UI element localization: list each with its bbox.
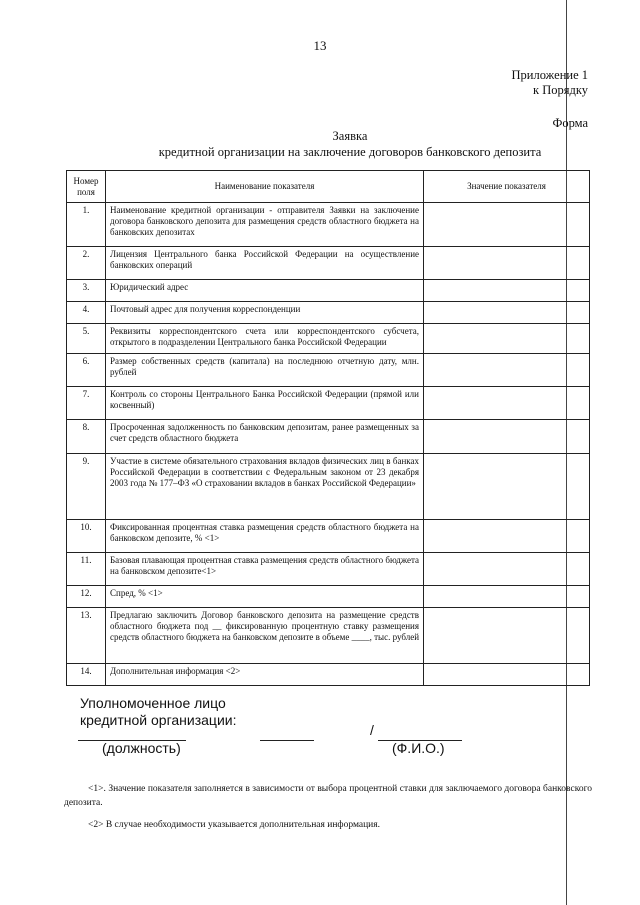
row-indicator-name: Предлагаю заключить Договор банковского депозита на размещение средств областного бюджета под __ фиксированную процентную ставку размещения средств областного бюджета на банковском депозите в объеме ____, тыс. рублей (106, 608, 424, 664)
signature-line[interactable] (260, 740, 314, 741)
table-row (67, 553, 590, 586)
row-value-cell[interactable] (424, 420, 590, 454)
table-row (67, 454, 590, 520)
table-row (67, 387, 590, 420)
footnote-2: <2> В случае необходимости указывается дополнительная информация. (88, 820, 381, 830)
row-value-cell[interactable] (424, 520, 590, 553)
row-number: 1. (67, 203, 106, 247)
table-row (67, 664, 590, 686)
title-line-2: кредитной организации на заключение договоров банковского депозита (158, 145, 542, 159)
table-row (67, 247, 590, 280)
row-value-cell[interactable] (424, 586, 590, 608)
row-indicator-name: Спред, % <1> (106, 586, 424, 608)
table-row (67, 203, 590, 247)
header-indicator-name: Наименование показателя (106, 171, 424, 203)
authorized-person-line-2: кредитной организации: (80, 712, 237, 728)
row-number: 12. (67, 586, 106, 608)
row-number: 13. (67, 608, 106, 664)
position-caption: (должность) (102, 740, 181, 756)
table-row (67, 420, 590, 454)
row-indicator-name: Дополнительная информация <2> (106, 664, 424, 686)
row-value-cell[interactable] (424, 553, 590, 586)
table-row (67, 354, 590, 387)
page-number: 13 (313, 38, 327, 53)
form-label: Форма (552, 116, 588, 130)
table-row (67, 520, 590, 553)
row-value-cell[interactable] (424, 608, 590, 664)
table-row (67, 608, 590, 664)
appendix-reference (512, 68, 588, 98)
appendix-line-1: Приложение 1 (511, 68, 588, 82)
row-indicator-name: Участие в системе обязательного страхования вкладов физических лиц в банках Российской Федерации в соответствии с Федеральным законом от 23 декабря 2003 года № 177–ФЗ «О страховании вкладов в банках Российской Федерации» (106, 454, 424, 520)
document-title (0, 128, 640, 160)
table-row (67, 586, 590, 608)
row-value-cell[interactable] (424, 302, 590, 324)
row-number: 7. (67, 387, 106, 420)
row-number: 10. (67, 520, 106, 553)
row-indicator-name: Почтовый адрес для получения корреспонденции (106, 302, 424, 324)
title-line-1: Заявка (332, 129, 368, 143)
row-indicator-name: Фиксированная процентная ставка размещения средств областного бюджета на банковском депозите, % <1> (106, 520, 424, 553)
header-indicator-value: Значение показателя (424, 171, 590, 203)
row-number: 11. (67, 553, 106, 586)
row-value-cell[interactable] (424, 203, 590, 247)
application-table (66, 170, 590, 686)
row-number: 14. (67, 664, 106, 686)
table-header-row (67, 171, 590, 203)
row-number: 5. (67, 324, 106, 354)
row-value-cell[interactable] (424, 280, 590, 302)
footnote-1: <1>. Значение показателя заполняется в зависимости от выбора процентной ставки для заключаемого договора банковского депозита. (64, 784, 592, 808)
row-indicator-name: Реквизиты корреспондентского счета или корреспондентского субсчета, открытого в подразделении Центрального банка Российской Федерации (106, 324, 424, 354)
row-number: 2. (67, 247, 106, 280)
row-indicator-name: Юридический адрес (106, 280, 424, 302)
appendix-line-2: к Порядку (533, 83, 588, 97)
row-value-cell[interactable] (424, 387, 590, 420)
row-indicator-name: Размер собственных средств (капитала) на последнюю отчетную дату, млн. рублей (106, 354, 424, 387)
row-value-cell[interactable] (424, 454, 590, 520)
row-indicator-name: Контроль со стороны Центрального Банка Российской Федерации (прямой или косвенный) (106, 387, 424, 420)
fio-slash: / (370, 722, 374, 738)
table-row (67, 324, 590, 354)
authorized-person-line-1: Уполномоченное лицо (80, 695, 226, 711)
table-row (67, 302, 590, 324)
row-indicator-name: Лицензия Центрального банка Российской Федерации на осуществление банковских операций (106, 247, 424, 280)
row-number: 8. (67, 420, 106, 454)
row-value-cell[interactable] (424, 247, 590, 280)
row-indicator-name: Наименование кредитной организации - отправителя Заявки на заключение договора банковского депозита для размещения средств областного бюджета на банковских депозитах (106, 203, 424, 247)
row-number: 9. (67, 454, 106, 520)
table-row (67, 280, 590, 302)
row-number: 4. (67, 302, 106, 324)
row-indicator-name: Базовая плавающая процентная ставка размещения средств областного бюджета на банковском депозите<1> (106, 553, 424, 586)
row-value-cell[interactable] (424, 324, 590, 354)
fio-caption: (Ф.И.О.) (392, 740, 445, 756)
row-value-cell[interactable] (424, 354, 590, 387)
row-indicator-name: Просроченная задолженность по банковским депозитам, ранее размещенных за счет средств областного бюджета (106, 420, 424, 454)
authorized-person-label (80, 695, 236, 729)
row-number: 3. (67, 280, 106, 302)
row-value-cell[interactable] (424, 664, 590, 686)
header-field-number: Номер поля (67, 171, 106, 203)
row-number: 6. (67, 354, 106, 387)
